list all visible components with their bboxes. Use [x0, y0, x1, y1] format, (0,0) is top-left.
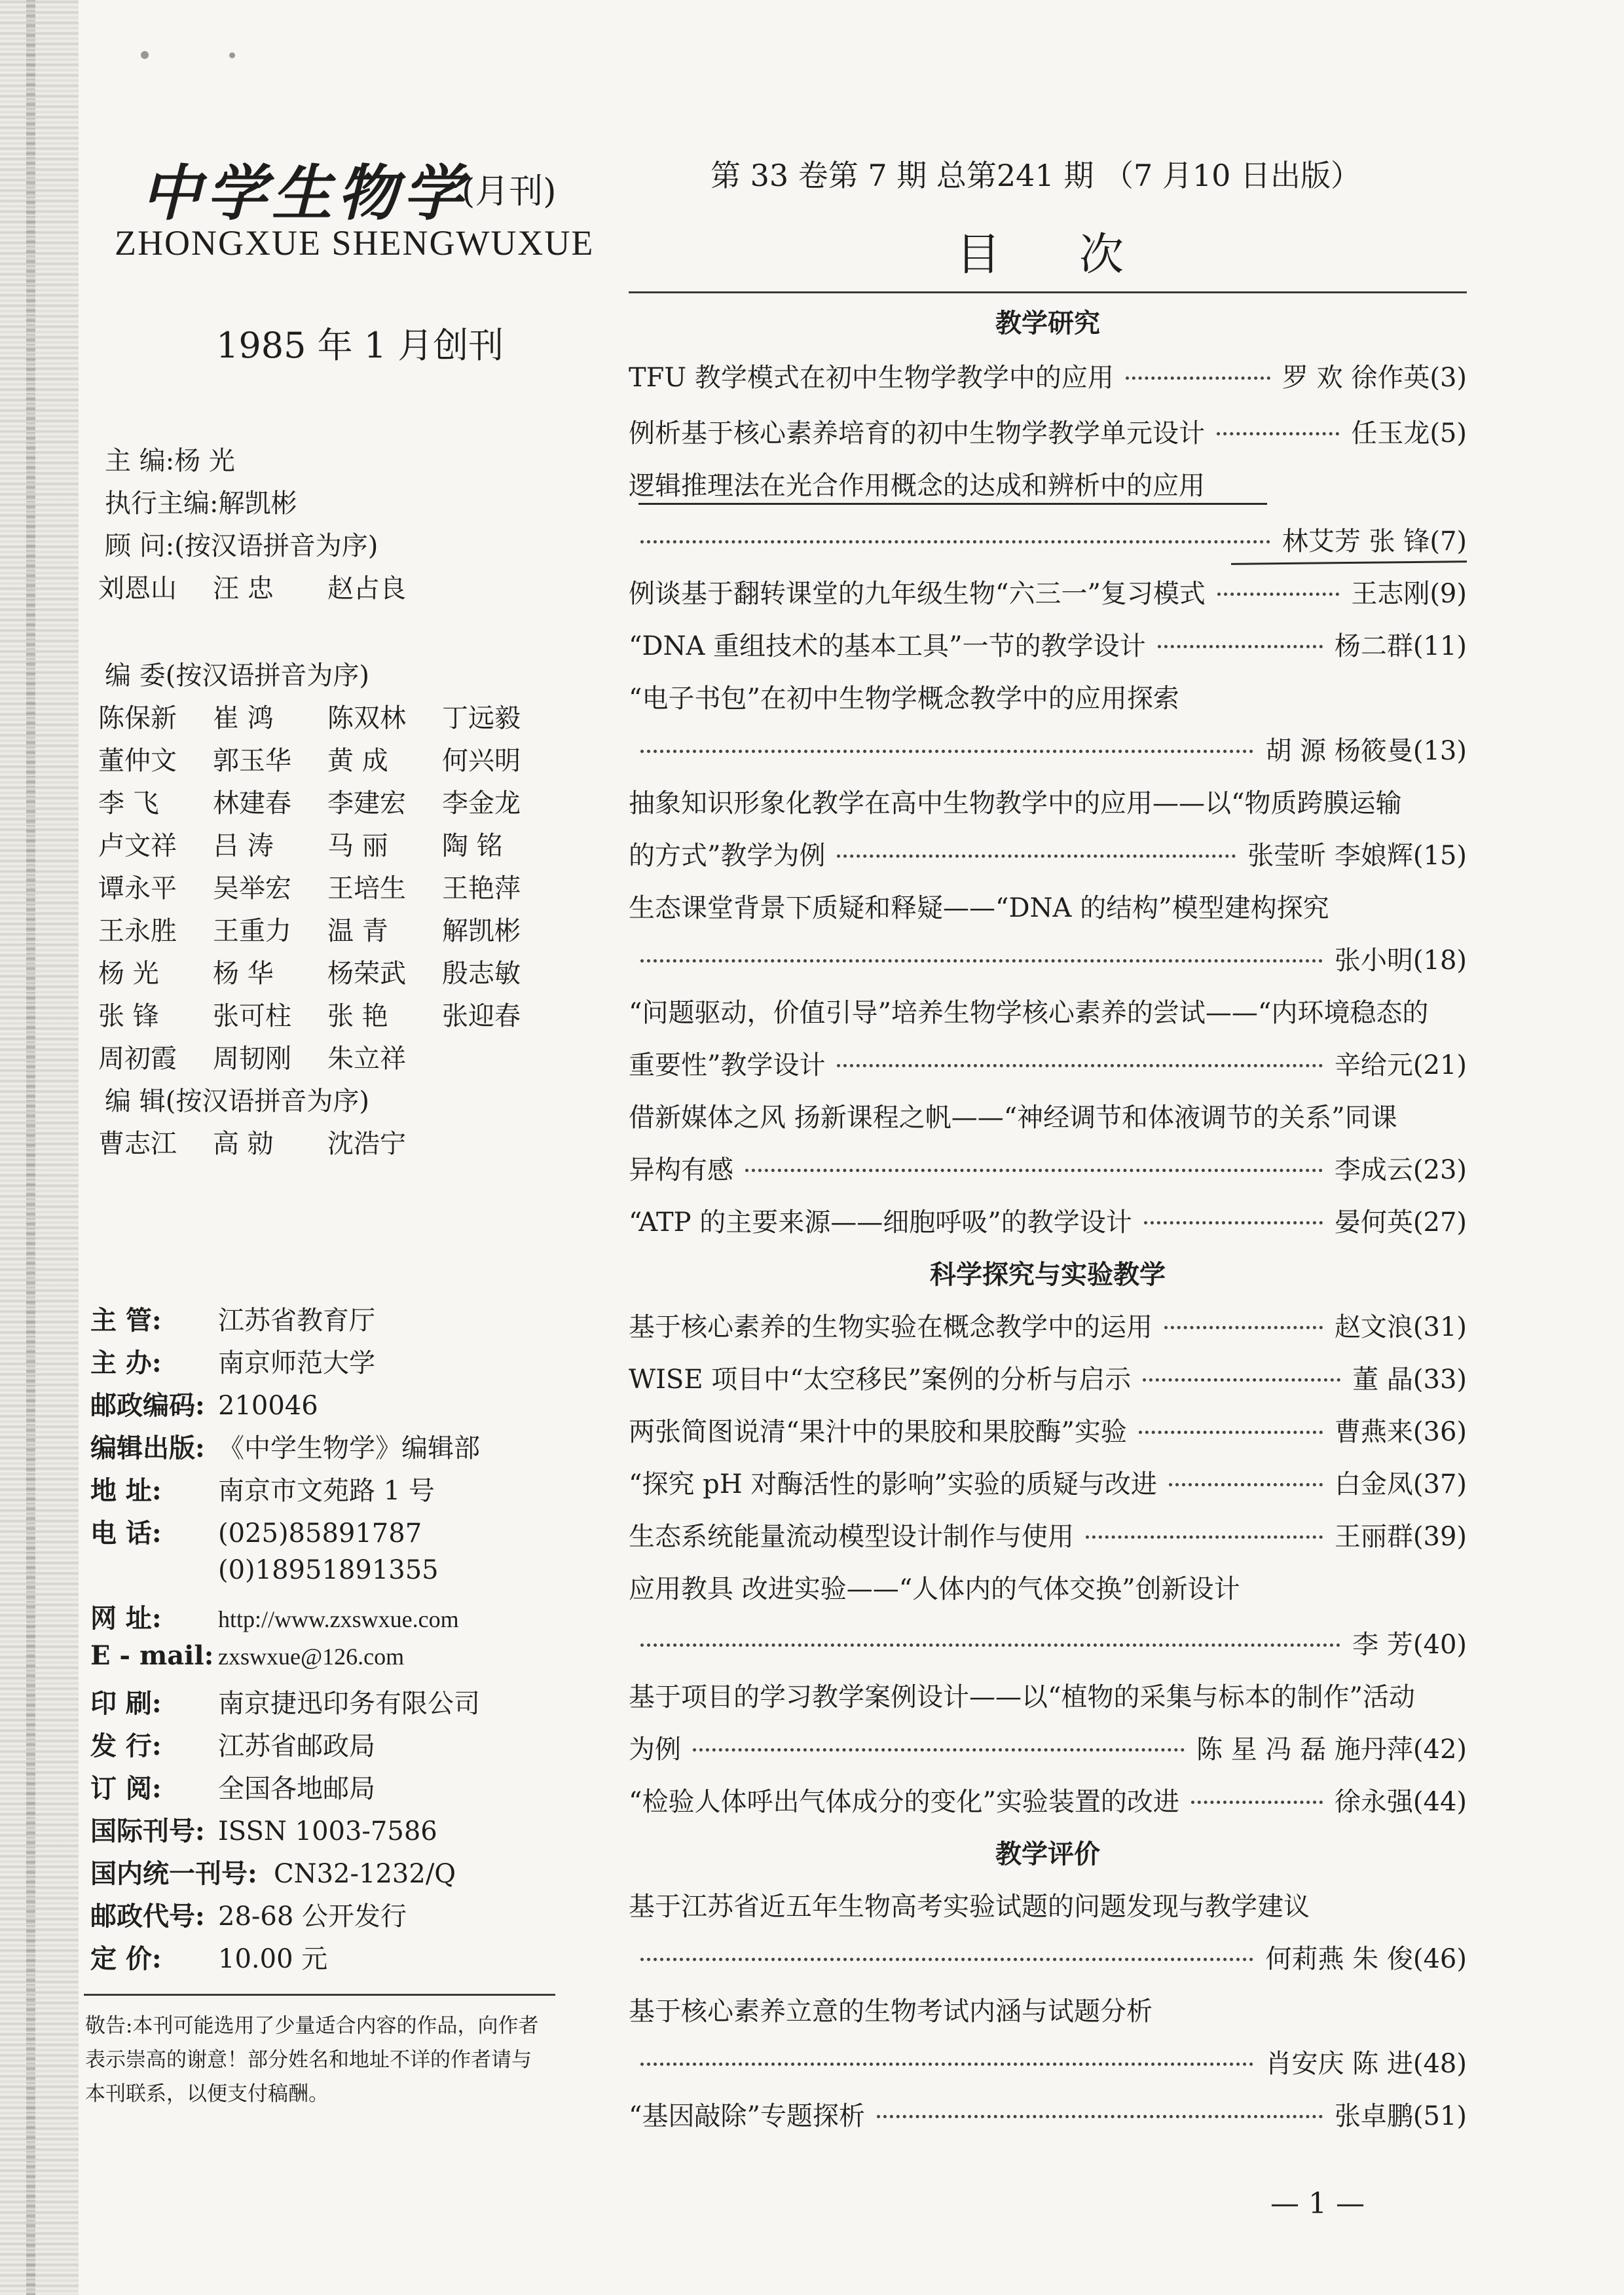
board-row: [98, 995, 557, 1033]
board-row: [98, 740, 557, 777]
board-row: [98, 953, 557, 990]
toc-entry-author-line[interactable]: 胡 源 杨筱曼(13): [629, 730, 1467, 767]
board-member: 丁远毅: [442, 703, 521, 733]
board-member: 崔 鸿: [213, 703, 274, 733]
toc-entry-author-line[interactable]: 重要性”教学设计 辛给元(21): [629, 1050, 1467, 1080]
toc-entry-title[interactable]: 借新媒体之风 扬新课程之帆——“神经调节和体液调节的关系”同课: [629, 1103, 1397, 1133]
scan-speck: [141, 51, 149, 59]
board-member: 王培生: [327, 873, 406, 904]
toc-entry-author-line[interactable]: 张小明(18): [629, 940, 1467, 977]
board-member: 黄 成: [327, 746, 388, 776]
board-member: 杨荣武: [327, 959, 406, 989]
pen-underline: [638, 503, 1267, 505]
toc-entry[interactable]: “检验人体呼出气体成分的变化”实验装置的改进 徐永强(44): [629, 1787, 1467, 1817]
section-heading-evaluation: 教学评价: [995, 1839, 1100, 1869]
board-member: 周韧刚: [213, 1044, 291, 1074]
board-member: 马 丽: [327, 831, 388, 861]
board-member: 张 艳: [327, 1001, 388, 1031]
board-member: 郭玉华: [213, 746, 291, 776]
info-email: E - mail: zxswxue@126.com: [90, 1640, 405, 1671]
exec-editor: 执行主编:解凯彬: [105, 488, 297, 519]
info-postal-code: 邮政代号: 28-68 公开发行: [90, 1901, 407, 1932]
toc-entry[interactable]: “探究 pH 对酶活性的影响”实验的质疑与改进 白金凤(37): [629, 1469, 1467, 1499]
board-member: 李金龙: [442, 788, 521, 818]
email-link[interactable]: zxswxue@126.com: [218, 1643, 405, 1670]
advisor-name: 赵占良: [327, 574, 406, 604]
website-link[interactable]: http://www.zxswxue.com: [218, 1606, 459, 1632]
advisor-name: 刘恩山: [98, 574, 177, 604]
board-row: [98, 868, 557, 905]
toc-entry-title[interactable]: 抽象知识形象化教学在高中生物教学中的应用——以“物质跨膜运输: [629, 788, 1402, 818]
board-member: 张可柱: [213, 1001, 291, 1031]
toc-entry[interactable]: 两张简图说清“果汁中的果胶和果胶酶”实验 曹燕来(36): [629, 1417, 1467, 1447]
board-member: 殷志敏: [442, 959, 521, 989]
info-phone: 电 话: (025)85891787: [90, 1518, 422, 1549]
notice-rule: [84, 1994, 555, 1996]
board-member: 张 锋: [98, 1001, 159, 1031]
journal-frequency: (月刊): [462, 172, 557, 211]
scan-speck: [229, 52, 235, 58]
info-supervisor: 主 管: 江苏省教育厅: [90, 1305, 375, 1336]
toc-entry[interactable]: “ATP 的主要来源——细胞呼吸”的教学设计 晏何英(27): [629, 1207, 1467, 1238]
board-member: 何兴明: [442, 746, 521, 776]
toc-entry-title[interactable]: “电子书包”在初中生物学概念教学中的应用探索: [629, 684, 1179, 714]
journal-title-cn: 中学生物学: [141, 158, 469, 229]
board-member: 陈保新: [98, 703, 177, 733]
toc-entry[interactable]: 例谈基于翻转课堂的九年级生物“六三一”复习模式 王志刚(9): [629, 579, 1467, 609]
board-member: 王重力: [213, 916, 291, 946]
board-member: 温 青: [327, 916, 388, 946]
board-member: 谭永平: [98, 873, 177, 904]
pen-underline: [1231, 560, 1467, 565]
section-heading-teaching-research: 教学研究: [995, 308, 1100, 339]
board-member: 张迎春: [442, 1001, 521, 1031]
board-member: 吴举宏: [213, 873, 291, 904]
toc-entry-author-line[interactable]: 的方式”教学为例 张莹昕 李娘辉(15): [629, 841, 1467, 871]
copyright-notice: 敬告:本刊可能选用了少量适合内容的作品，向作者表示崇高的谢意！部分姓名和地址不详的作者请与本刊联系，以便支付稿酬。: [85, 2014, 539, 2106]
toc-entry-title[interactable]: 逻辑推理法在光合作用概念的达成和辨析中的应用: [629, 471, 1205, 501]
editors-label: 编 辑(按汉语拼音为序): [105, 1086, 369, 1116]
toc-entry-author-line[interactable]: 异构有感 李成云(23): [629, 1155, 1467, 1185]
info-sponsor: 主 办: 南京师范大学: [90, 1348, 375, 1378]
toc-entry[interactable]: WISE 项目中“太空移民”案例的分析与启示 董 晶(33): [629, 1365, 1467, 1395]
toc-entry-title[interactable]: 基于核心素养立意的生物考试内涵与试题分析: [629, 1996, 1153, 2027]
issue-info: 第 33 卷第 7 期 总第241 期 （7 月10 日出版）: [710, 158, 1361, 193]
toc-entry-author-line[interactable]: 何莉燕 朱 俊(46): [629, 1938, 1467, 1975]
founded-date: 1985 年 1 月创刊: [216, 325, 504, 366]
info-phone-2: (0)18951891355: [218, 1555, 439, 1585]
board-member: 李 飞: [98, 788, 159, 818]
toc-entry[interactable]: “基因敲除”专题探析 张卓鹏(51): [629, 2101, 1467, 2131]
chief-editor: 主 编:杨 光: [105, 446, 235, 476]
advisor-name: 汪 忠: [213, 574, 274, 604]
toc-entry-title[interactable]: 基于江苏省近五年生物高考实验试题的问题发现与教学建议: [629, 1892, 1310, 1922]
scan-edge-binding: [26, 0, 35, 2295]
editors-list: [98, 1123, 442, 1160]
board-row: [98, 910, 557, 947]
board-row: [98, 1038, 442, 1075]
section-heading-inquiry: 科学探究与实验教学: [930, 1259, 1166, 1290]
board-member: 卢文祥: [98, 831, 177, 861]
info-printer: 印 刷: 南京捷迅印务有限公司: [90, 1688, 480, 1719]
toc-entry-title[interactable]: “问题驱动，价值引导”培养生物学核心素养的尝试——“内环境稳态的: [629, 998, 1429, 1028]
board-member: 林建春: [213, 788, 291, 818]
toc-entry[interactable]: 基于核心素养的生物实验在概念教学中的运用 赵文浪(31): [629, 1312, 1467, 1342]
journal-title-en: ZHONGXUE SHENGWUXUE: [115, 223, 595, 263]
toc-entry[interactable]: 生态系统能量流动模型设计制作与使用 王丽群(39): [629, 1522, 1467, 1552]
toc-entry-author-line[interactable]: 为例 陈 星 冯 磊 施丹萍(42): [629, 1735, 1467, 1765]
toc-entry-author-line[interactable]: 李 芳(40): [629, 1624, 1467, 1661]
info-address: 地 址: 南京市文苑路 1 号: [90, 1475, 435, 1506]
contents-heading: 目次: [956, 229, 1203, 281]
board-member: 周初霞: [98, 1044, 177, 1074]
editor-name: 高 勍: [213, 1129, 274, 1159]
info-price: 定 价: 10.00 元: [90, 1943, 328, 1974]
toc-entry-author-line[interactable]: 林艾芳 张 锋(7): [629, 521, 1467, 558]
board-member: 王艳萍: [442, 873, 521, 904]
toc-entry[interactable]: “DNA 重组技术的基本工具”一节的教学设计 杨二群(11): [629, 631, 1467, 661]
info-cn: 国内统一刊号: CN32-1232/Q: [90, 1858, 456, 1889]
board-member: 董仲文: [98, 746, 177, 776]
board-member: 李建宏: [327, 788, 406, 818]
toc-entry-title[interactable]: 生态课堂背景下质疑和释疑——“DNA 的结构”模型建构探究: [629, 893, 1329, 923]
scan-edge-shadow: [0, 0, 79, 2295]
advisors-list: [98, 568, 442, 605]
board-member: 解凯彬: [442, 916, 521, 946]
toc-entry[interactable]: TFU 教学模式在初中生物学教学中的应用 罗 欢 徐作英(3): [629, 363, 1467, 393]
info-website: 网 址: http://www.zxswxue.com: [90, 1603, 459, 1634]
info-publisher: 编辑出版: 《中学生物学》编辑部: [90, 1433, 480, 1463]
header-rule: [629, 291, 1467, 293]
advisors-label: 顾 问:(按汉语拼音为序): [105, 531, 378, 561]
toc-entry[interactable]: 例析基于核心素养培育的初中生物学教学单元设计 任玉龙(5): [629, 418, 1467, 449]
board-member: 朱立祥: [327, 1044, 406, 1074]
editor-name: 沈浩宁: [327, 1129, 406, 1159]
board-member: 陈双林: [327, 703, 406, 733]
board-member: 王永胜: [98, 916, 177, 946]
board-member: 杨 光: [98, 959, 159, 989]
info-subscription: 订 阅: 全国各地邮局: [90, 1773, 375, 1804]
toc-entry-title[interactable]: 应用教具 改进实验——“人体内的气体交换”创新设计: [629, 1574, 1240, 1604]
board-label: 编 委(按汉语拼音为序): [105, 661, 369, 691]
info-postcode: 邮政编码: 210046: [90, 1390, 318, 1421]
info-distributor: 发 行: 江苏省邮政局: [90, 1731, 375, 1761]
board-member: 陶 铭: [442, 831, 503, 861]
board-member: 杨 华: [213, 959, 274, 989]
board-row: [98, 825, 557, 862]
toc-entry-title[interactable]: 基于项目的学习教学案例设计——以“植物的采集与标本的制作”活动: [629, 1682, 1415, 1712]
board-row: [98, 782, 557, 820]
toc-entry-author-line[interactable]: 肖安庆 陈 进(48): [629, 2043, 1467, 2080]
board-row: [98, 697, 557, 735]
info-issn: 国际刊号: ISSN 1003-7586: [90, 1816, 437, 1846]
page-number: — 1 —: [1270, 2187, 1365, 2220]
editor-name: 曹志江: [98, 1129, 177, 1159]
board-member: 吕 涛: [213, 831, 274, 861]
